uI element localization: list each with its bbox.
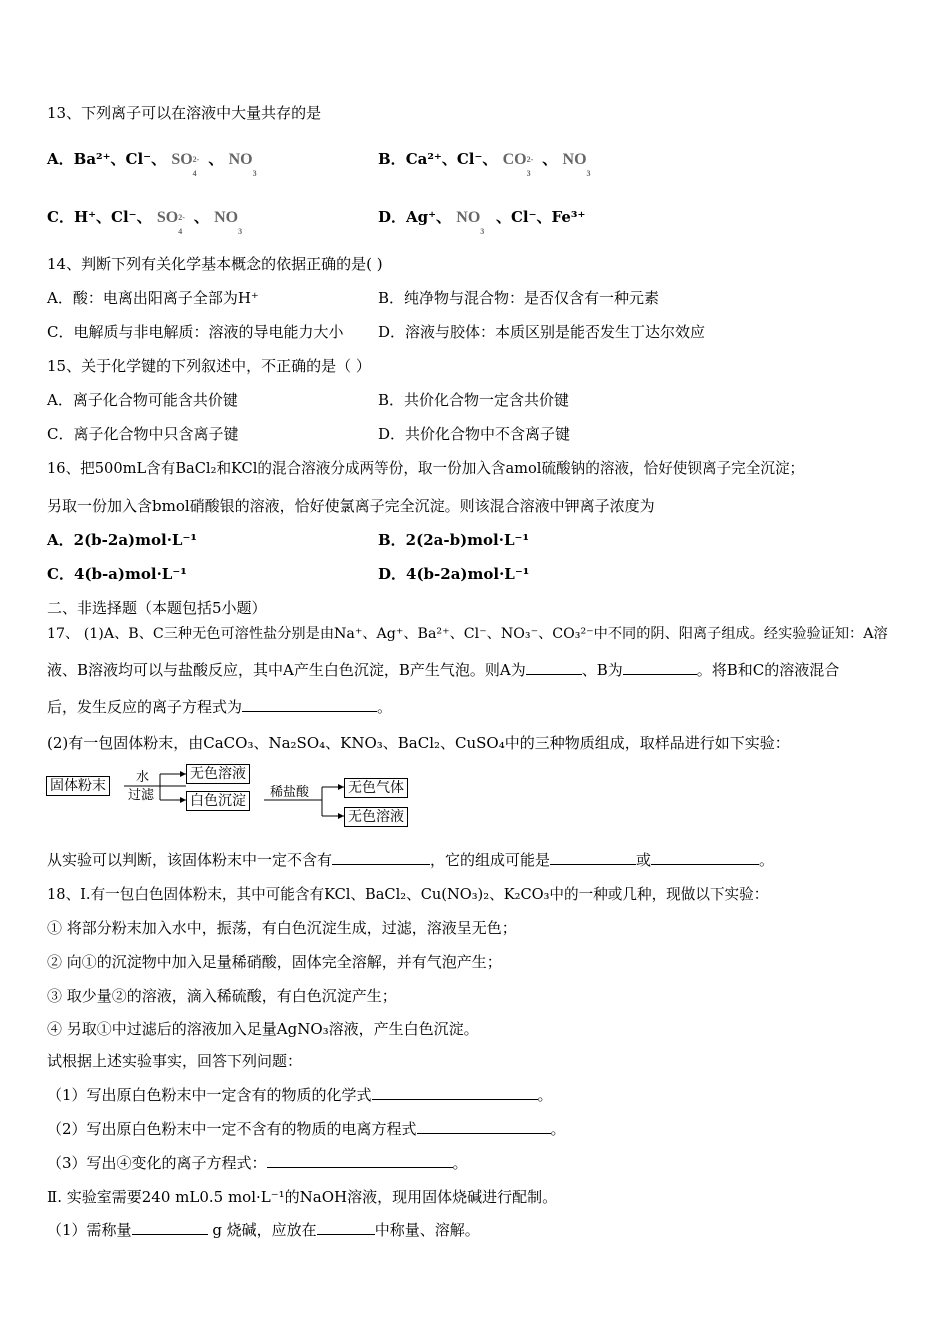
- q16-option-c: C．4(b-a)mol·L⁻¹: [47, 565, 187, 583]
- flow-solution2-box: 无色溶液: [344, 807, 408, 827]
- q17-line2: 液、B溶液均可以与盐酸反应，其中A产生白色沉淀，B产生气泡。则A为 、B为 。将B和C的溶液混合: [47, 661, 840, 679]
- q18-part3: （3）写出④变化的离子方程式： 。: [47, 1154, 468, 1172]
- q15-option-d: D．共价化合物中不含离子键: [378, 425, 571, 443]
- flow-gas-box: 无色气体: [344, 778, 408, 798]
- answer-blank-ionization[interactable]: [417, 1119, 551, 1134]
- sulfate-ion: SO 2- 4: [171, 151, 200, 178]
- q15-option-b: B．共价化合物一定含共价键: [378, 391, 570, 409]
- q17-line1: 17、 (1)A、B、C三种无色可溶性盐分别是由Na⁺、Ag⁺、Ba²⁺、Cl⁻、NO₃⁻、CO₃²⁻中不同的阴、阳离子组成。经实验验证知：A溶: [47, 626, 888, 642]
- q16-stem-line1: 16、把500mL含有BaCl₂和KCl的混合溶液分成两等份，取一份加入含amol硫酸钠的溶液，恰好使钡离子完全沉淀；: [47, 460, 805, 477]
- q14-option-c: C．电解质与非电解质：溶液的导电能力大小: [47, 323, 344, 341]
- answer-blank-not-contain[interactable]: [332, 850, 430, 865]
- q15-option-a: A．离子化合物可能含共价键: [47, 391, 238, 409]
- q14-option-b: B．纯净物与混合物：是否仅含有一种元素: [378, 289, 660, 307]
- q16-option-b: B．2(2a-b)mol·L⁻¹: [378, 531, 530, 549]
- q14-option-d: D．溶液与胶体：本质区别是能否发生丁达尔效应: [378, 323, 706, 341]
- answer-blank-composition1[interactable]: [550, 850, 636, 865]
- q18-part4: （1）需称量 g 烧碱，应放在 中称量、溶解。: [47, 1221, 480, 1239]
- q15-stem: 15、关于化学键的下列叙述中，不正确的是（ ）: [47, 357, 371, 375]
- flow-label-water: 水: [136, 770, 150, 785]
- nitrate-ion: NO 3: [562, 151, 591, 178]
- q13-option-c: C．H⁺、Cl⁻、 SO 2- 4 、 NO 3: [47, 208, 243, 236]
- q14-option-a: A．酸：电离出阳离子全部为H⁺: [47, 289, 259, 307]
- q16-stem-line2: 另取一份加入含bmol硝酸银的溶液，恰好使氯离子完全沉淀。则该混合溶液中钾离子浓度为: [47, 497, 655, 515]
- section-heading: 二、非选择题（本题包括5小题）: [47, 599, 267, 617]
- q16-option-d: D．4(b-2a)mol·L⁻¹: [378, 565, 530, 583]
- q13-stem: 13、下列离子可以在溶液中大量共存的是: [47, 104, 322, 122]
- q18-step3: ③ 取少量②的溶液，滴入稀硫酸，有白色沉淀产生；: [47, 987, 397, 1005]
- q18-part-ii: Ⅱ. 实验室需要240 mL0.5 mol·L⁻¹的NaOH溶液，现用固体烧碱进行配制。: [47, 1188, 558, 1206]
- q16-option-a: A．2(b-2a)mol·L⁻¹: [47, 531, 197, 549]
- flow-label-filter: 过滤: [128, 788, 155, 803]
- answer-blank-composition2[interactable]: [651, 850, 759, 865]
- nitrate-ion: NO 3: [228, 151, 257, 178]
- flow-label-acid: 稀盐酸: [270, 785, 310, 800]
- q17-line4: (2)有一包固体粉末，由CaCO₃、Na₂SO₄、KNO₃、BaCl₂、CuSO₄中的三种物质组成，取样品进行如下实验：: [47, 734, 790, 752]
- flow-start-box: 固体粉末: [46, 776, 110, 796]
- nitrate-ion: NO 3: [214, 209, 243, 236]
- flow-precipitate-box: 白色沉淀: [186, 791, 250, 811]
- sulfate-ion: SO 2- 4: [156, 209, 185, 236]
- answer-blank-ionic-equation[interactable]: [267, 1153, 453, 1168]
- q13-option-b: B．Ca²⁺、Cl⁻、 CO 2- 3 、 NO 3: [378, 150, 591, 178]
- q18-intro: 试根据上述实验事实，回答下列问题：: [47, 1052, 303, 1070]
- q18-line1: 18、Ⅰ.有一包白色固体粉末，其中可能含有KCl、BaCl₂、Cu(NO₃)₂、K₂CO₃中的一种或几种，现做以下实验：: [47, 886, 769, 903]
- q18-step1: ① 将部分粉末加入水中，振荡，有白色沉淀生成，过滤，溶液呈无色；: [47, 919, 517, 937]
- answer-blank-container[interactable]: [317, 1220, 375, 1235]
- q18-part2: （2）写出原白色粉末中一定不含有的物质的电离方程式 。: [47, 1120, 566, 1138]
- q13-option-a: A．Ba²⁺、Cl⁻、 SO 2- 4 、 NO 3: [47, 150, 257, 178]
- flow-solution-box: 无色溶液: [186, 764, 250, 784]
- carbonate-ion: CO 2- 3: [502, 151, 534, 178]
- nitrate-ion: NO 3: [456, 209, 485, 236]
- q17-line5: 从实验可以判断，该固体粉末中一定不含有 ，它的组成可能是 或 。: [47, 851, 775, 869]
- q18-step4: ④ 另取①中过滤后的溶液加入足量AgNO₃溶液，产生白色沉淀。: [47, 1020, 479, 1038]
- answer-blank-formula[interactable]: [372, 1085, 538, 1100]
- q17-line3: 后，发生反应的离子方程式为 。: [47, 698, 393, 716]
- answer-blank-mass[interactable]: [132, 1220, 208, 1235]
- q15-option-c: C．离子化合物中只含离子键: [47, 425, 239, 443]
- q18-part1: （1）写出原白色粉末中一定含有的物质的化学式 。: [47, 1086, 553, 1104]
- q13-option-d: D．Ag⁺、 NO 3 、Cl⁻、Fe³⁺: [378, 208, 586, 236]
- q14-stem: 14、判断下列有关化学基本概念的依据正确的是( ): [47, 255, 383, 273]
- q18-step2: ② 向①的沉淀物中加入足量稀硝酸，固体完全溶解，并有气泡产生；: [47, 953, 502, 971]
